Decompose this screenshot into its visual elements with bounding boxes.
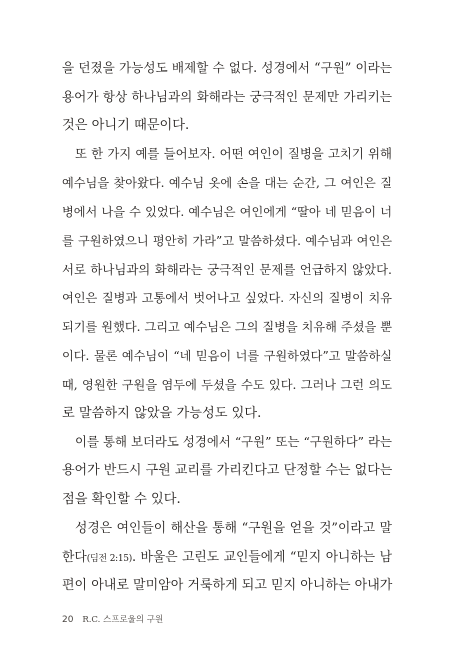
text-line: 용어가 반드시 구원 교리를 가리킨다고 단정할 수는 없다는 bbox=[62, 463, 393, 479]
text-fragment: . 바울은 고린도 교인들에게 “믿지 아니하는 남 bbox=[131, 549, 392, 565]
text-line: 로 말씀하지 않았을 가능성도 있다. bbox=[62, 405, 262, 421]
text-line: 편이 아내로 말미암아 거룩하게 되고 믿지 아니하는 아내가 bbox=[62, 578, 393, 594]
text-line: 또 한 가지 예를 들어보자. 어떤 여인이 질병을 고치기 위해 bbox=[75, 146, 392, 162]
text-line: 되기를 원했다. 그리고 예수님은 그의 질병을 치유해 주셨을 뿐 bbox=[62, 320, 392, 335]
body-text bbox=[62, 54, 392, 601]
text-line: 용어가 항상 하나님과의 화해라는 궁극적인 문제만 가리키는 bbox=[62, 88, 392, 104]
text-line bbox=[62, 544, 392, 573]
text-line: 성경은 여인들이 해산을 통해 “구원을 얻을 것”이라고 말 bbox=[75, 520, 392, 536]
scripture-reference: (딤전 2:15) bbox=[86, 553, 132, 564]
text-line: 서로 하나님과의 화해라는 궁극적인 문제를 언급하지 않았다. bbox=[62, 261, 392, 277]
text-line: 를 구원하였으니 평안히 가라”고 말씀하셨다. 예수님과 여인은 bbox=[62, 233, 392, 248]
text-line: 병에서 나을 수 있었다. 예수님은 여인에게 “딸아 네 믿음이 너 bbox=[62, 204, 392, 219]
text-line: 이다. 물론 예수님이 “네 믿음이 너를 구원하였다”고 말씀하실 bbox=[62, 348, 392, 363]
text-line: 이를 통해 보더라도 성경에서 “구원” 또는 “구원하다” 라는 bbox=[75, 434, 392, 450]
text-line: 예수님을 찾아왔다. 예수님 옷에 손을 대는 순간, 그 여인은 질 bbox=[62, 176, 392, 191]
text-line: 때, 영원한 구원을 염두에 두셨을 수도 있다. 그러나 그런 의도 bbox=[62, 377, 392, 392]
text-line: 을 던졌을 가능성도 배제할 수 없다. 성경에서 “구원” 이라는 bbox=[62, 60, 392, 75]
text-line: 여인은 질병과 고통에서 벗어나고 싶었다. 자신의 질병이 치유 bbox=[62, 291, 392, 306]
page-number: 20 bbox=[62, 615, 74, 625]
page-footer bbox=[62, 613, 163, 625]
text-line: 것은 아니기 때문이다. bbox=[62, 117, 190, 133]
text-line: 점을 확인할 수 있다. bbox=[62, 491, 181, 507]
text-fragment: 한다 bbox=[62, 549, 87, 565]
running-title: R.C. 스프로울의 구원 bbox=[82, 615, 164, 625]
